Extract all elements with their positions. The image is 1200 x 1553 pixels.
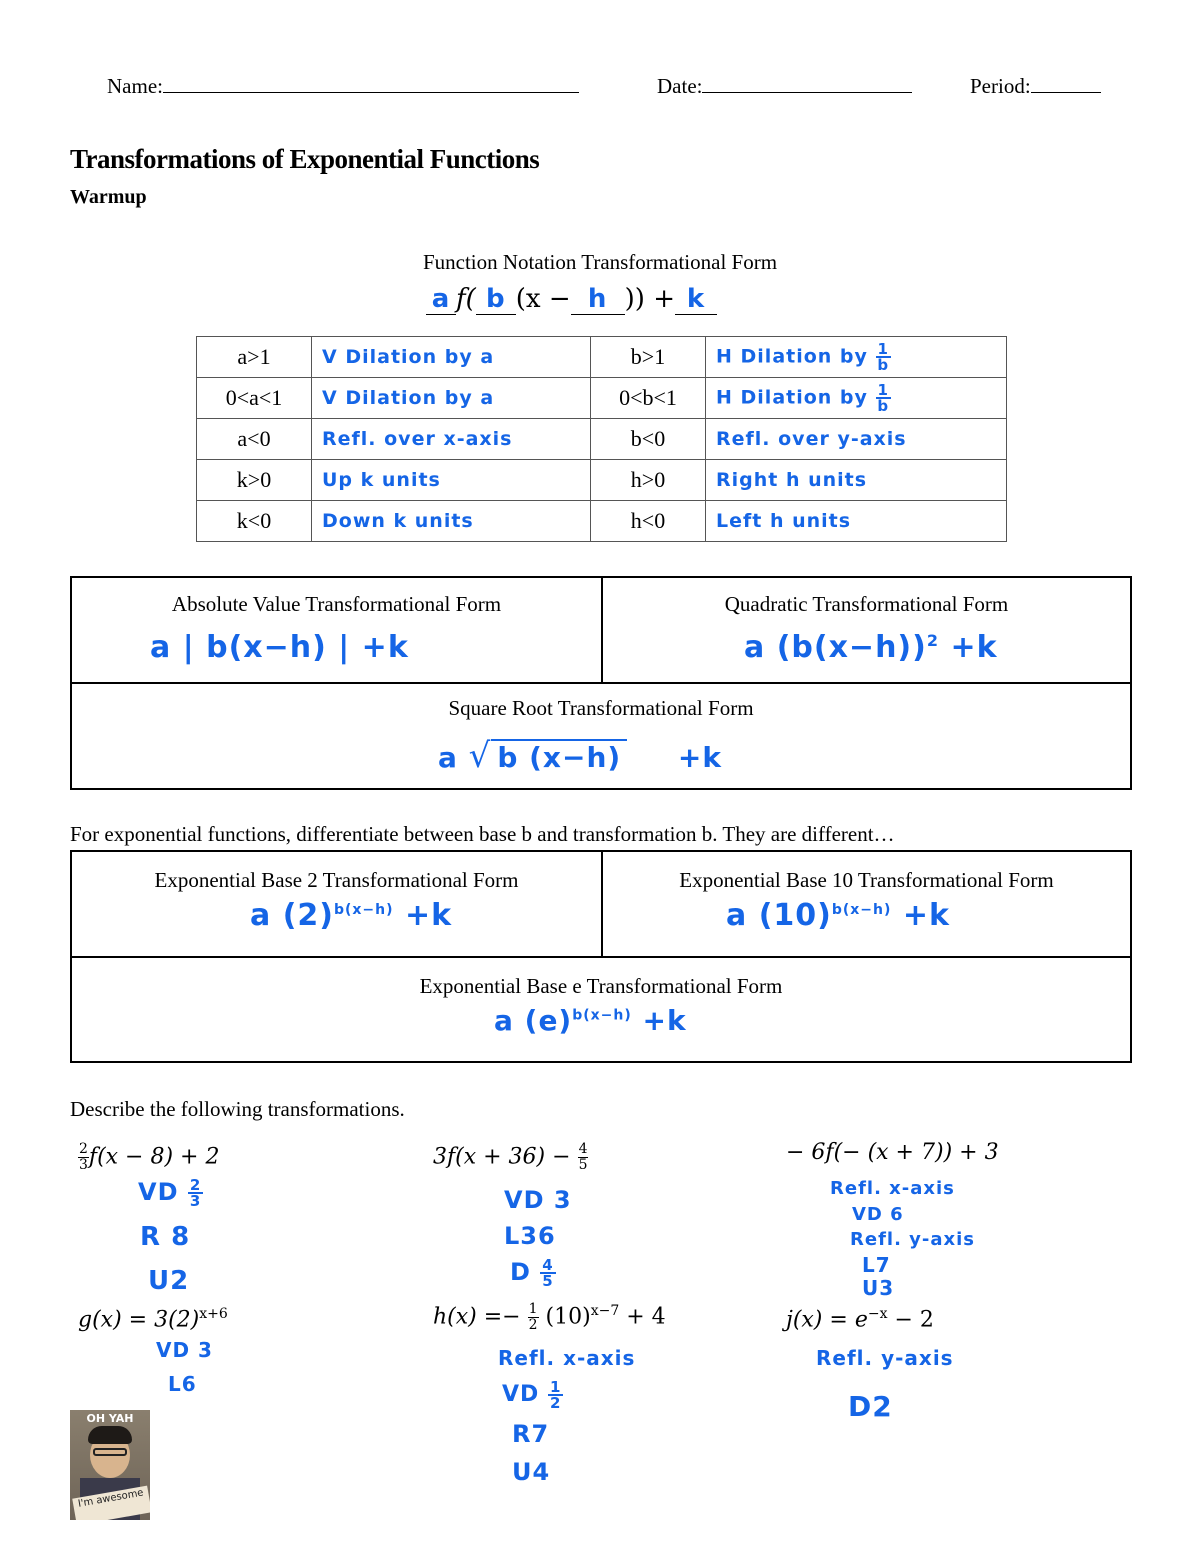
expression: g(x) = 3(2) — [78, 1307, 200, 1333]
glasses-icon — [93, 1448, 127, 1456]
problem-6 — [786, 1306, 934, 1332]
date-field[interactable] — [702, 74, 912, 93]
cell-answer — [706, 378, 1007, 419]
answer-line: U3 — [862, 1276, 895, 1300]
answer-line: L36 — [504, 1222, 556, 1250]
answer-line: U2 — [148, 1266, 190, 1296]
cell-answer-text: H Dilation by — [716, 386, 868, 409]
sqrt-a: a — [438, 741, 458, 774]
exponent: −x — [867, 1306, 888, 1322]
cell-label: k>0 — [197, 460, 312, 501]
quad-answer — [744, 630, 998, 665]
answer-vd — [502, 1380, 563, 1410]
hair-shape — [88, 1426, 132, 1444]
exp-note: For exponential functions, differentiate between base b and transformation b. They are different… — [70, 822, 895, 846]
cell-answer: Refl. over x-axis — [312, 419, 591, 460]
answer-line: U4 — [512, 1458, 551, 1486]
table-row — [197, 460, 1007, 501]
describe-prompt: Describe the following transformations. — [70, 1097, 405, 1121]
expression-tail: + 4 — [626, 1304, 666, 1330]
problem-1 — [78, 1142, 219, 1173]
divider — [72, 682, 1130, 684]
forms-box-2 — [70, 850, 1132, 1063]
fraction: $\frac{1}{2}$ — [528, 1301, 538, 1333]
expression: h(x) =− — [433, 1304, 521, 1330]
radical-icon: √ — [468, 736, 492, 776]
base10-exp: b(x−h) — [831, 902, 892, 918]
cell-label: k<0 — [197, 501, 312, 542]
cell-answer — [706, 337, 1007, 378]
answer-line: L7 — [862, 1253, 891, 1277]
answer-line: VD 3 — [504, 1186, 572, 1214]
expression: f(x − 8) + 2 — [88, 1144, 220, 1170]
form-a: a — [431, 284, 451, 314]
cell-label: a>1 — [197, 337, 312, 378]
form-k: k — [686, 284, 706, 314]
quad-tail: +k — [950, 630, 998, 665]
answer-line: Refl. y-axis — [850, 1229, 976, 1250]
answer-line: R 8 — [140, 1222, 191, 1252]
basee-exp: b(x−h) — [572, 1007, 632, 1024]
form-caption: Function Notation Transformational Form — [422, 250, 778, 274]
quad-exp: 2 — [926, 631, 939, 650]
form-close-plus: )) + — [624, 284, 675, 314]
quad-base: a (b(x−h)) — [744, 630, 927, 665]
table-row — [197, 419, 1007, 460]
basee-title: Exponential Base e Transformational Form — [419, 974, 783, 998]
sqrt-answer — [438, 736, 722, 776]
base2-base: a (2) — [250, 898, 334, 933]
expression: 3f(x + 36) − — [433, 1144, 571, 1170]
cell-label: h<0 — [591, 501, 706, 542]
name-label: Name: — [107, 74, 163, 98]
answer-fraction: $\frac{1}{2}$ — [549, 1378, 562, 1412]
fraction: $\frac{4}{5}$ — [578, 1141, 588, 1173]
cell-answer: Left h units — [706, 501, 1007, 542]
problem-2 — [433, 1142, 588, 1173]
answer-fraction: $\frac{2}{3}$ — [189, 1176, 202, 1210]
photo-caption-top: OH YAH — [86, 1412, 134, 1425]
form-b: b — [485, 284, 506, 314]
answer-line: VD 6 — [852, 1204, 904, 1225]
page-subtitle: Warmup — [70, 186, 147, 208]
base10-base: a (10) — [726, 898, 832, 933]
cell-label: 0<b<1 — [591, 378, 706, 419]
answer-d — [510, 1258, 556, 1288]
answer-line: Refl. x-axis — [498, 1346, 636, 1370]
answer-text: D — [510, 1258, 531, 1286]
exponent: x+6 — [199, 1306, 228, 1322]
period-label: Period: — [970, 74, 1031, 98]
answer-fraction: $\frac{1}{b}$ — [877, 340, 890, 374]
cell-answer: Right h units — [706, 460, 1007, 501]
fraction: $\frac{2}{3}$ — [79, 1141, 88, 1173]
period-field[interactable] — [1031, 74, 1101, 93]
cell-answer-text: H Dilation by — [716, 345, 868, 368]
base10-answer — [726, 898, 950, 933]
base10-title: Exponential Base 10 Transformational Form — [679, 868, 1054, 892]
sqrt-title: Square Root Transformational Form — [448, 696, 754, 720]
quad-title: Quadratic Transformational Form — [724, 592, 1009, 616]
cell-label: b>1 — [591, 337, 706, 378]
cell-answer: V Dilation by a — [312, 337, 591, 378]
form-x-minus: (x − — [515, 284, 571, 314]
sqrt-inner: b (x−h) — [491, 739, 627, 774]
answer-line: Refl. y-axis — [816, 1346, 954, 1370]
cell-label: a<0 — [197, 419, 312, 460]
cell-answer: Down k units — [312, 501, 591, 542]
problem-4 — [78, 1306, 228, 1332]
answer-line: L6 — [168, 1372, 197, 1396]
divider — [72, 956, 1130, 958]
answer-fraction: $\frac{1}{b}$ — [877, 381, 890, 415]
table-row — [197, 501, 1007, 542]
answer-line: D2 — [848, 1390, 893, 1423]
date-line — [657, 74, 912, 99]
exponent: x−7 — [590, 1303, 620, 1320]
form-f: f( — [456, 284, 476, 314]
answer-fraction: $\frac{4}{5}$ — [542, 1256, 554, 1290]
forms-box-1 — [70, 576, 1132, 790]
problem-3: − 6f(− (x + 7)) + 3 — [786, 1140, 999, 1165]
answer-line: VD 3 — [156, 1338, 213, 1362]
cell-label: h>0 — [591, 460, 706, 501]
basee-answer — [494, 1004, 687, 1037]
answer-line: R7 — [512, 1420, 550, 1448]
date-label: Date: — [657, 74, 703, 98]
problem-5 — [433, 1302, 666, 1333]
form-h: h — [587, 284, 608, 314]
abs-title: Absolute Value Transformational Form — [171, 592, 502, 616]
name-field[interactable] — [163, 74, 579, 93]
cell-answer: V Dilation by a — [312, 378, 591, 419]
expression-base: (10) — [545, 1304, 591, 1330]
expression-tail: − 2 — [894, 1307, 934, 1333]
answer-line: Refl. x-axis — [830, 1178, 955, 1199]
abs-answer: a | b(x−h) | +k — [150, 630, 409, 665]
name-line — [107, 74, 579, 99]
cell-label: 0<a<1 — [197, 378, 312, 419]
condition-table — [196, 336, 1007, 542]
sticker-photo — [70, 1410, 150, 1520]
base2-exp: b(x−h) — [333, 902, 394, 918]
cell-answer: Refl. over y-axis — [706, 419, 1007, 460]
sqrt-tail: +k — [677, 741, 723, 774]
answer-text: VD — [138, 1178, 179, 1206]
base2-answer — [250, 898, 452, 933]
function-form — [426, 284, 717, 315]
cell-label: b<0 — [591, 419, 706, 460]
page-title: Transformations of Exponential Functions — [70, 144, 540, 174]
table-row — [197, 378, 1007, 419]
cell-answer: Up k units — [312, 460, 591, 501]
base10-tail: +k — [902, 898, 950, 933]
answer-vd — [138, 1178, 203, 1208]
basee-base: a (e) — [494, 1004, 573, 1037]
base2-tail: +k — [404, 898, 453, 933]
table-row — [197, 337, 1007, 378]
base2-title: Exponential Base 2 Transformational Form — [154, 868, 519, 892]
photo-caption-bottom: I'm awesome — [72, 1486, 150, 1520]
period-line — [970, 74, 1101, 99]
basee-tail: +k — [642, 1004, 687, 1037]
answer-text: VD — [502, 1382, 540, 1407]
expression: j(x) = e — [786, 1307, 868, 1333]
